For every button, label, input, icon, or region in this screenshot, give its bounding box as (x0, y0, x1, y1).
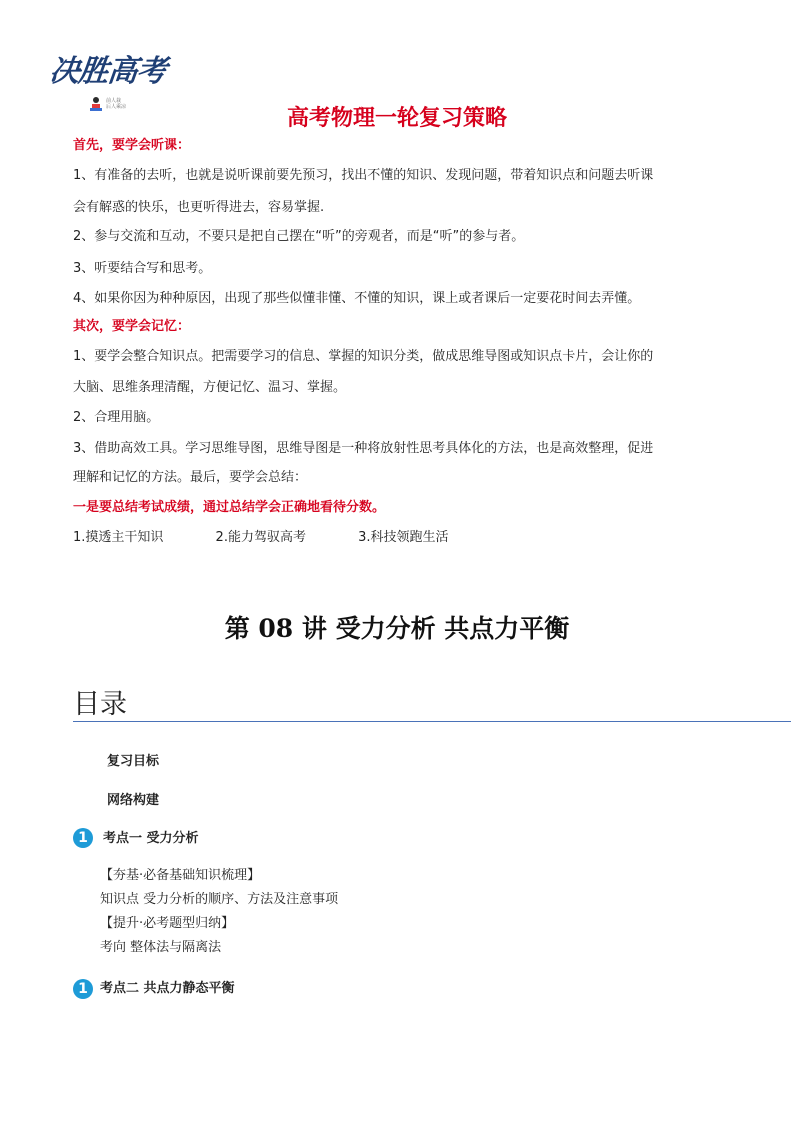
toc-divider (73, 721, 791, 722)
toc-foundation[interactable]: 【夯基·必备基础知识梳理】 (100, 868, 261, 883)
paragraph-line: 会有解惑的快乐，也更听得进去，容易掌握. (73, 200, 325, 215)
toc-network[interactable]: 网络构建 (107, 793, 160, 808)
logo-tagline: 前人栽 后人乘凉 (106, 98, 127, 110)
toc-improve[interactable]: 【提升·必考题型归纳】 (100, 916, 235, 931)
number-badge-icon: 1 (73, 979, 93, 999)
toc-point-1[interactable]: 考点一 受力分析 (103, 831, 199, 846)
toc-knowledge[interactable]: 知识点 受力分析的顺序、方法及注意事项 (100, 892, 339, 907)
paragraph-line: 大脑、思维条理清醒，方便记忆、温习、掌握。 (73, 380, 347, 395)
summary-red-line: 一是要总结考试成绩，通过总结学会正确地看待分数。 (73, 500, 386, 515)
toc-point-2[interactable]: 考点二 共点力静态平衡 (100, 981, 235, 996)
toc-title: 目录 (73, 689, 127, 720)
toc-direction[interactable]: 考向 整体法与隔离法 (100, 940, 222, 955)
paragraph-line: 2、合理用脑。 (73, 410, 160, 425)
page-title: 高考物理一轮复习策略 (286, 106, 507, 131)
section-heading-listen: 首先，要学会听课： (73, 138, 191, 153)
paragraph-line: 2、参与交流和互动，不要只是把自己摆在“听”的旁观者，而是“听”的参与者。 (73, 229, 525, 244)
key-point: 1.摸透主干知识 (73, 530, 164, 545)
section-heading-memory: 其次，要学会记忆： (73, 319, 191, 334)
lecture-title: 第 08 讲 受力分析 共点力平衡 (224, 614, 570, 643)
toc-review-goals[interactable]: 复习目标 (107, 754, 160, 769)
paragraph-line: 理解和记忆的方法。最后，要学会总结： (73, 470, 308, 485)
key-point: 2.能力驾驭高考 (215, 530, 306, 545)
number-badge-icon: 1 (73, 828, 93, 848)
paragraph-line: 1、有准备的去听，也就是说听课前要先预习，找出不懂的知识、发现问题，带着知识点和问题去听课 (73, 168, 654, 183)
paragraph-line: 3、借助高效工具。学习思维导图，思维导图是一种将放射性思考具体化的方法，也是高效整理，促进 (73, 441, 654, 456)
key-point: 3.科技领跑生活 (358, 530, 449, 545)
paragraph-line: 3、听要结合写和思考。 (73, 261, 212, 276)
paragraph-line: 1、要学会整合知识点。把需要学习的信息、掌握的知识分类，做成思维导图或知识点卡片，会让你的 (73, 349, 654, 364)
key-points (73, 529, 497, 547)
logo-text: 决胜高考 (47, 54, 168, 89)
paragraph-line: 4、如果你因为种种原因，出现了那些似懂非懂、不懂的知识，课上或者课后一定要花时间去弄懂。 (73, 291, 641, 306)
